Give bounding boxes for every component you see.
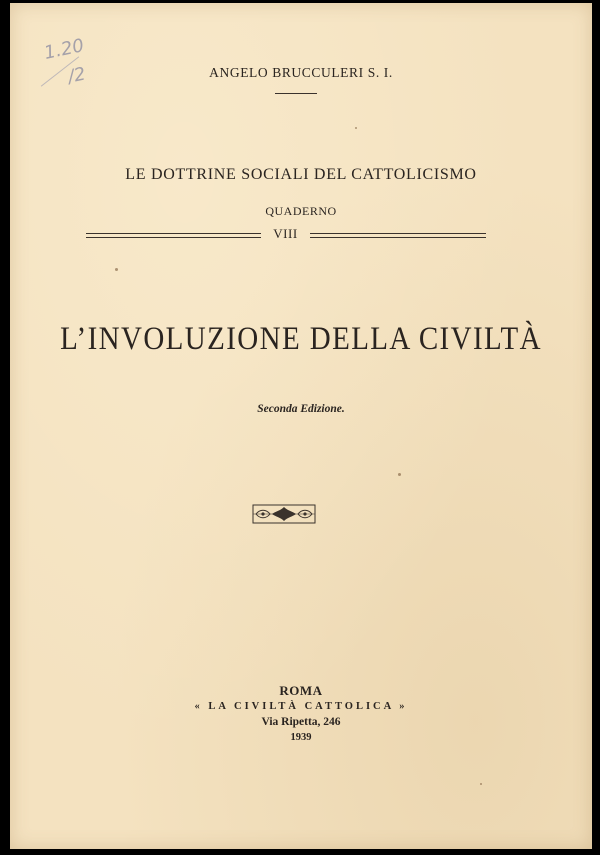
book-title: L’INVOLUZIONE DELLA CIVILTÀ bbox=[60, 321, 542, 357]
quaderno-label: QUADERNO bbox=[265, 204, 337, 218]
author-name: ANGELO BRUCCULERI S. I. bbox=[209, 65, 393, 80]
book-cover bbox=[10, 3, 592, 849]
publisher-address: Via Ripetta, 246 bbox=[261, 716, 341, 728]
paper-speck bbox=[398, 473, 401, 476]
publication-place: ROMA bbox=[279, 683, 323, 698]
author-underline bbox=[275, 93, 317, 94]
pencil-annotation-price: 1.20 bbox=[42, 35, 86, 64]
double-rule-left bbox=[86, 233, 261, 238]
paper-speck bbox=[480, 783, 482, 785]
publisher-name: « LA CIVILTÀ CATTOLICA » bbox=[194, 701, 408, 712]
edition-note: Seconda Edizione. bbox=[257, 403, 345, 415]
paper-speck bbox=[355, 127, 357, 129]
paper-speck bbox=[115, 268, 118, 271]
pencil-annotation-mark: /2 bbox=[66, 63, 88, 88]
ornament-icon bbox=[252, 503, 316, 525]
volume-number: VIII bbox=[273, 226, 298, 241]
series-title: LE DOTTRINE SOCIALI DEL CATTOLICISMO bbox=[125, 166, 477, 183]
volume-rule-row bbox=[86, 225, 486, 245]
double-rule-right bbox=[310, 233, 486, 238]
publication-year: 1939 bbox=[290, 732, 312, 743]
